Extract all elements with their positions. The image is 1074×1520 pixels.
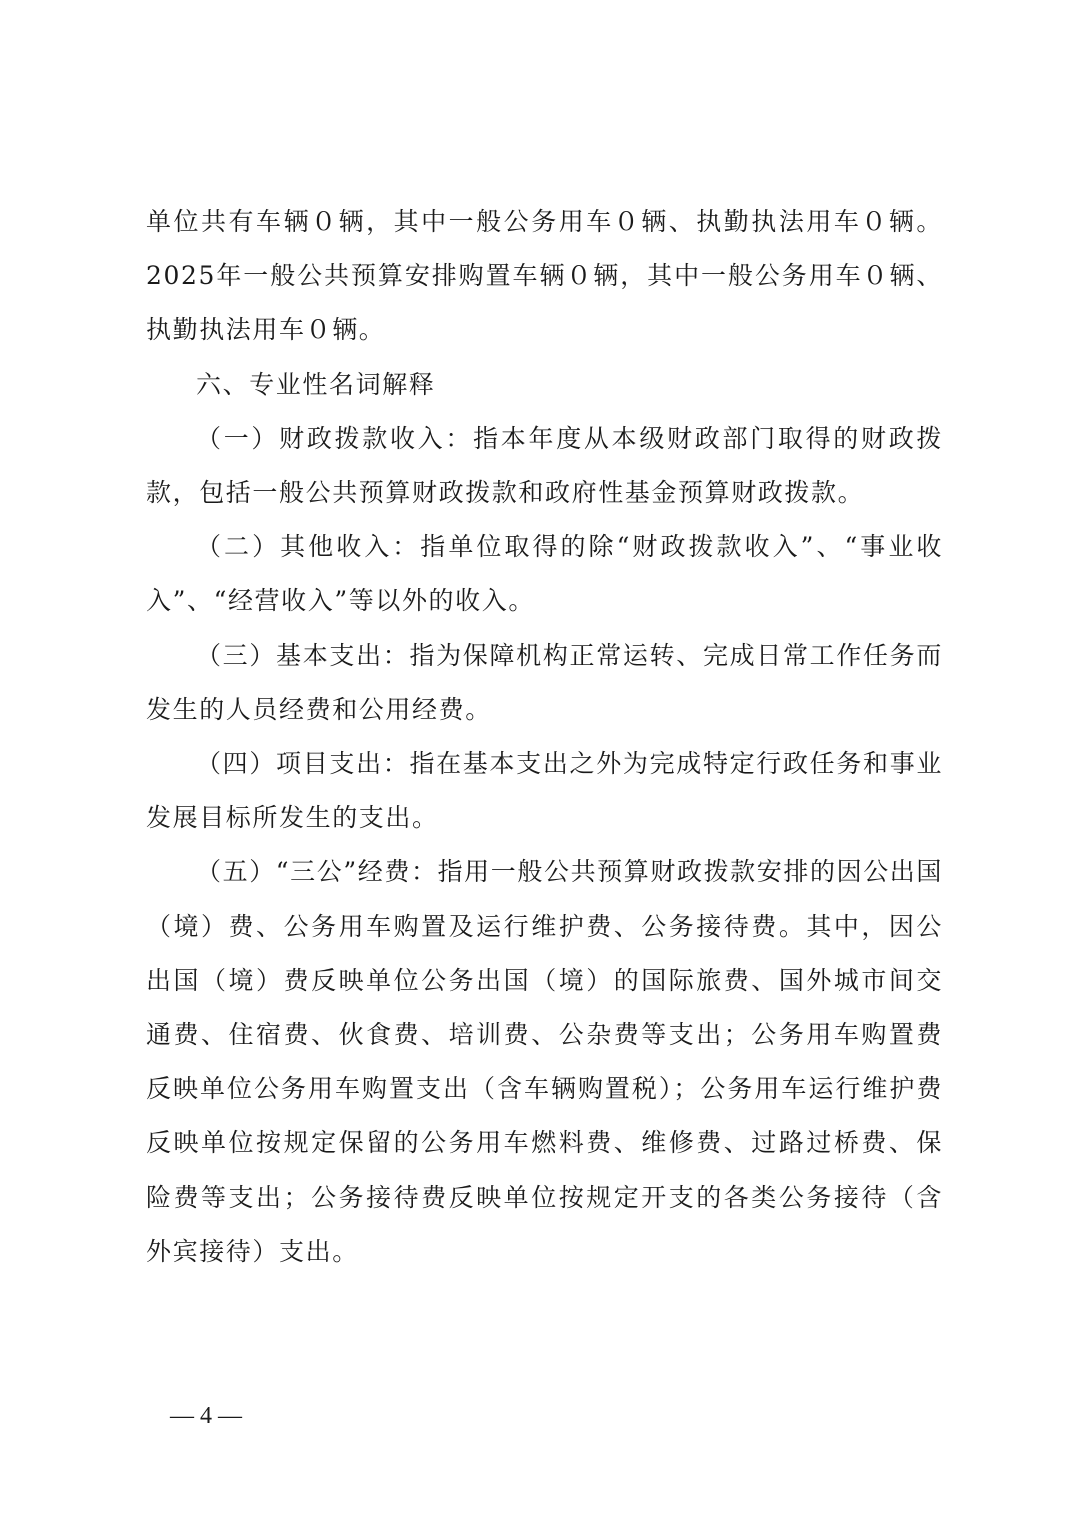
page-number: — 4 —	[170, 1403, 242, 1429]
section-heading: 六、专业性名词解释	[196, 369, 436, 399]
definition-three-public-expenses: （五）“三公”经费：指用一般公共预算财政拨款安排的因公出国（境）费、公务用车购置及运行维护费、公务接待费。其中，因公出国（境）费反映单位公务出国（境）的国际旅费、国外城市间交通费、住宿费、伙食费、培训费、公杂费等支出；公务用车购置费反映单位公务用车购置支出（含车辆购置税）；公务用车运行维护费反映单位按规定保留的公务用车燃料费、维修费、过路过桥费、保险费等支出；公务接待费反映单位按规定开支的各类公务接待（含外宾接待）支出。	[146, 857, 943, 1266]
definition-basic-expenditure: （三）基本支出：指为保障机构正常运转、完成日常工作任务而发生的人员经费和公用经费。	[146, 640, 943, 724]
definition-fiscal-appropriation-income: （一）财政拨款收入：指本年度从本级财政部门取得的财政拨款，包括一般公共预算财政拨款和政府性基金预算财政拨款。	[146, 423, 943, 508]
definition-project-expenditure: （四）项目支出：指在基本支出之外为完成特定行政任务和事业发展目标所发生的支出。	[146, 749, 943, 833]
document-body	[146, 195, 943, 1279]
vehicle-paragraph: 单位共有车辆０辆，其中一般公务用车０辆、执勤执法用车０辆。2025年一般公共预算安排购置车辆０辆，其中一般公务用车０辆、执勤执法用车０辆。	[146, 207, 943, 345]
definition-other-income: （二）其他收入：指单位取得的除“财政拨款收入”、“事业收入”、“经营收入”等以外的收入。	[146, 532, 943, 616]
